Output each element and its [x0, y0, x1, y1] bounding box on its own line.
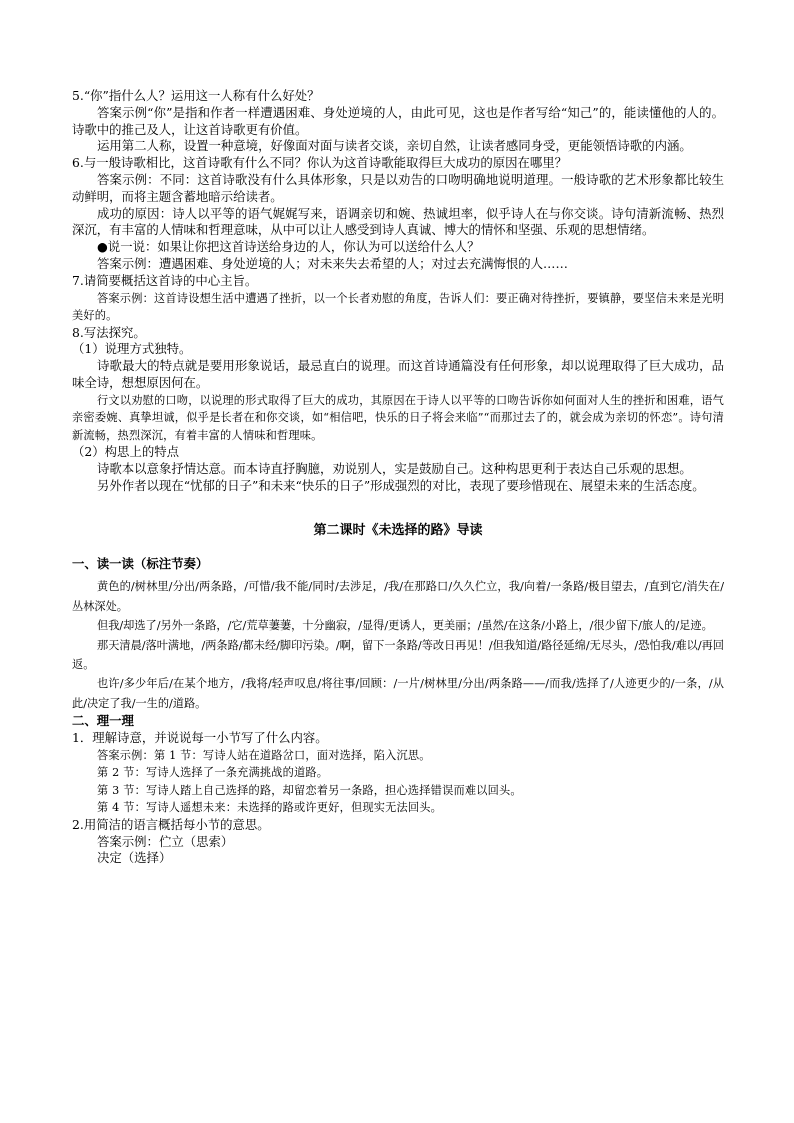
- answer-6-paragraph-2: 成功的原因：诗人以平等的语气娓娓写来，语调亲切和婉、热诚坦率，似乎诗人在与你交谈。诗句清新流畅、热烈深沉，有丰富的人情味和哲理意味，从中可以让人感受到诗人真诚、博大的情怀和坚强、乐观的思想情绪。: [72, 205, 724, 238]
- chapter-title: 第二课时《未选择的路》导读: [313, 522, 483, 538]
- answer-7: 答案示例：这首诗设想生活中遭遇了挫折，以一个长者劝慰的角度，告诉人们：要正确对待挫折，要镇静，要坚信未来是光明美好的。: [72, 291, 724, 323]
- section-heading-sort: 二、理一理: [72, 713, 134, 729]
- stanza-summary-4: 第 4 节：写诗人遥想未来：未选择的路或许更好，但现实无法回头。: [97, 801, 443, 815]
- question-1: 1．理解诗意，并说说每一小节写了什么内容。: [72, 730, 328, 746]
- answer-5-paragraph-1: 答案示例“你”是指和作者一样遭遇困难、身处逆境的人，由此可见，这也是作者写给“知己”的，能读懂他的人的。诗歌中的推己及人，让这首诗歌更有价值。: [72, 104, 724, 137]
- answer-8-1: 诗歌最大的特点就是要用形象说话，最忌直白的说理。而这首诗通篇没有任何形象，却以说理取得了巨大成功，品味全诗，想想原因何在。: [72, 358, 724, 390]
- stanza-summary-2: 第 2 节：写诗人选择了一条充满挑战的道路。: [97, 766, 329, 780]
- question-8-sub-2: （2）构思上的特点: [72, 444, 180, 460]
- say-answer: 答案示例：遭遇困难、身处逆境的人；对未来失去希望的人；对过去充满悔恨的人……: [97, 255, 568, 271]
- answer-5-paragraph-2: 运用第二人称，设置一种意境，好像面对面与读者交谈，亲切自然，让读者感同身受，更能领悟诗歌的内涵。: [97, 138, 692, 154]
- question-7: 7.请简要概括这首诗的中心主旨。: [72, 272, 258, 288]
- section-heading-read: 一、读一读（标注节奏）: [72, 555, 209, 571]
- answer-8-2-paragraph-1: 诗歌本以意象抒情达意。而本诗直抒胸臆，劝说别人，实是鼓励自己。这种构思更利于表达自己乐观的思想。: [97, 461, 692, 477]
- poem-stanza-4: 也许/多少年后/在某个地方，/我将/轻声叹息/将往事/回顾：/一片/树林里/分出/两条路——/而我/选择了/人迹更少的/一条，/从此/决定了我/一生的/道路。: [72, 677, 724, 710]
- answer-2-line-1: 答案示例：伫立（思索）: [97, 833, 234, 849]
- answer-8-2-paragraph-2: 另外作者以现在“忧郁的日子”和未来“快乐的日子”形成强烈的对比，表现了要珍惜现在、展望未来的生活态度。: [97, 477, 705, 493]
- question-5: 5.“你”指什么人？运用这一人称有什么好处？: [72, 88, 320, 103]
- document-page: [72, 88, 724, 867]
- poem-stanza-3: 那天清晨/落叶满地，/两条路/都未经/脚印污染。/啊，留下一条路/等改日再见！/但我知道/路径延绵/无尽头，/恐怕我/难以/再回返。: [72, 638, 724, 672]
- poem-stanza-2: 但我/却选了/另外一条路，/它/荒草萋萋，十分幽寂，/显得/更诱人，更美丽；/虽然/在这条/小路上，/很少留下/旅人的/足迹。: [97, 619, 713, 633]
- poem-stanza-1: 黄色的/树林里/分出/两条路，/可惜/我不能/同时/去涉足，/我/在那路口/久久伫立，我/向着/一条路/极目望去，/直到它/消失在/丛林深处。: [72, 580, 724, 613]
- stanza-summary-3: 第 3 节：写诗人踏上自己选择的路，却留恋着另一条路，担心选择错误而难以回头。: [97, 783, 522, 797]
- answer-6-paragraph-1: 答案示例：不同：这首诗歌没有什么具体形象，只是以劝告的口吻明确地说明道理。一般诗歌的艺术形象都比较生动鲜明，而将主题含蓄地暗示给读者。: [72, 171, 724, 204]
- stanza-summary-1: 答案示例：第 1 节：写诗人站在道路岔口，面对选择，陷入沉思。: [97, 748, 431, 762]
- question-2: 2.用简洁的语言概括每小节的意思。: [72, 816, 270, 832]
- answer-2-line-2: 决定（选择）: [97, 850, 172, 866]
- question-8-sub-1: （1）说理方式独特。: [72, 341, 192, 357]
- question-8: 8.写法探究。: [72, 324, 146, 340]
- say-prompt: ●说一说：如果让你把这首诗送给身边的人，你认为可以送给什么人？: [97, 239, 480, 255]
- answer-8-1-explanation: 行文以劝慰的口吻，以说理的形式取得了巨大的成功，其原因在于诗人以平等的口吻告诉你如何面对人生的挫折和困难，语气亲密委婉、真挚坦诚，似乎是长者在和你交谈，如“相信吧，快乐的日子将会来临”“而那过去了的，就会成为亲切的怀恋”。诗句清新流畅，热烈深沉，有着丰富的人情味和哲理味。: [72, 393, 724, 442]
- question-6: 6.与一般诗歌相比，这首诗歌有什么不同？你认为这首诗歌能取得巨大成功的原因在哪里？: [72, 155, 568, 171]
